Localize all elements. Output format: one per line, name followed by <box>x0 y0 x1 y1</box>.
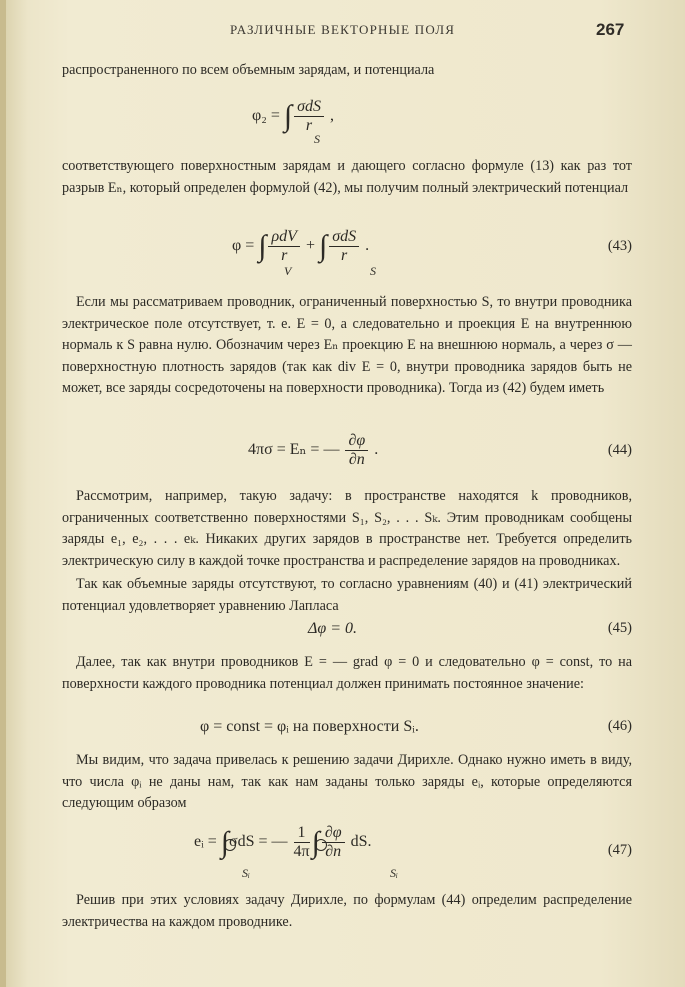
paragraph-6 <box>62 652 632 695</box>
page-header <box>0 22 685 44</box>
paragraph-3 <box>62 292 632 400</box>
fraction <box>329 228 359 265</box>
equation-number: (43) <box>607 238 632 254</box>
eq-plus: + <box>301 237 319 255</box>
paragraph-text: распространенного по всем объемным зарядам, и потенциала <box>62 62 435 78</box>
equation-number: (47) <box>607 842 632 858</box>
page-number: 267 <box>596 20 625 39</box>
eq-lhs: 4πσ = Eₙ = — <box>248 441 344 459</box>
equation-44 <box>62 432 632 476</box>
eq-integrand: σdS = — <box>228 833 292 851</box>
eq-denominator: r <box>305 117 313 134</box>
eq-expression: φ = const = φᵢ на поверхности Sᵢ. <box>200 718 419 735</box>
integral-sign: ∫ <box>318 229 328 263</box>
paragraph-text: Далее, так как внутри проводников E = — grad φ = 0 и следовательно φ = const, то на поверхности каждого проводника потенциал должен принимать постоянное значение: <box>62 654 632 692</box>
equation-number: (45) <box>607 620 632 636</box>
eq-numerator: σdS <box>294 98 324 117</box>
paragraph-text: Так как объемные заряды отсутствуют, то согласно уравнениям (40) и (41) электрический потенциал удовлетворяет уравнению Лапласа <box>62 576 632 614</box>
paragraph-8 <box>62 890 632 933</box>
equation-47 <box>62 820 632 880</box>
integral-sign: ∫ <box>258 229 267 263</box>
coef-denominator: 4π <box>293 843 310 860</box>
fraction <box>345 432 368 469</box>
eq-denominator: r <box>341 247 348 264</box>
coef-numerator: 1 <box>294 824 310 843</box>
fraction <box>294 98 324 135</box>
eq-lhs: φ = <box>232 237 259 255</box>
equation-number: (46) <box>607 718 632 734</box>
eq-tail: . <box>370 441 379 459</box>
paragraph-text: Решив при этих условиях задачу Дирихле, по формулам (44) определим распределение электричества на каждом проводнике. <box>62 892 632 930</box>
equation-number: (44) <box>607 442 632 458</box>
paragraph-5 <box>62 574 632 617</box>
eq-denominator: ∂n <box>325 843 342 860</box>
eq-denominator: r <box>281 247 288 264</box>
paragraph-text: Если мы рассматриваем проводник, ограниченный поверхностью S, то внутри проводника электрическое поле отсутствует, т. е. E = 0, а следовательно и проекция E на внутреннюю нормаль к S равна нулю. Обозначим через Eₙ проекцию E на внешнюю нормаль, а через σ — поверхностную плотность зарядов (так как div E = 0, внутри проводника зарядов быть не может, все заряды сосредоточены на поверхности проводника). Тогда из (42) будем иметь <box>62 294 632 396</box>
eq-numerator: σdS <box>329 228 359 247</box>
paragraph-text: Рассмотрим, например, такую задачу: в пространстве находятся k проводников, ограниченных соответственно поверхностями S₁, S₂, . . . Sₖ. Этим проводникам сообщены заряды e₁, e₂, . . . eₖ. Никаких других зарядов в пространстве нет. Требуется определить электрическую силу в каждой точке пространства и распределение зарядов на проводниках. <box>62 488 632 569</box>
page-binding-shadow <box>0 0 6 987</box>
eq-lhs: eᵢ = <box>194 833 221 851</box>
coefficient-fraction <box>294 824 310 861</box>
eq-numerator: ρdV <box>268 228 299 247</box>
paragraph-text: соответствующего поверхностным зарядам и дающего согласно формуле (13) как раз тот разрыв Eₙ, который определен формулой (42), мы получим полный электрический потенциал <box>62 158 632 196</box>
eq-numerator: ∂φ <box>345 432 368 451</box>
integral-limit-v: V <box>284 264 292 278</box>
eq-numerator: ∂φ <box>322 824 345 843</box>
paragraph-4 <box>62 486 632 572</box>
integral-sign: ∫ <box>283 99 293 133</box>
eq-lhs: φ₂ = <box>252 107 284 125</box>
contour-integral-sign: ∫ <box>311 825 320 859</box>
equation-45 <box>62 620 632 644</box>
equation-phi2 <box>62 92 632 144</box>
equation-46 <box>62 718 632 742</box>
eq-tail: , <box>325 107 334 125</box>
paragraph-1 <box>62 60 632 82</box>
equation-43 <box>62 222 632 278</box>
running-title: РАЗЛИЧНЫЕ ВЕКТОРНЫЕ ПОЛЯ <box>230 22 456 37</box>
integral-limit-si: Sᵢ <box>242 866 250 880</box>
paragraph-2 <box>62 156 632 199</box>
contour-integral-sign: ∫ <box>220 825 229 859</box>
eq-tail: . <box>361 237 370 255</box>
eq-tail: dS. <box>346 833 372 851</box>
eq-expression: Δφ = 0. <box>308 620 358 637</box>
eq-denominator: ∂n <box>348 451 365 468</box>
integral-limit: S <box>314 132 320 146</box>
integral-limit-si: Sᵢ <box>390 866 398 880</box>
paragraph-7 <box>62 750 632 815</box>
fraction <box>268 228 299 265</box>
integral-limit-s: S <box>370 264 376 278</box>
paragraph-text: Мы видим, что задача привелась к решению задачи Дирихле. Однако нужно иметь в виду, что числа φᵢ не даны нам, так как нам заданы только заряды eᵢ, которые определяются следующим образом <box>62 752 632 811</box>
